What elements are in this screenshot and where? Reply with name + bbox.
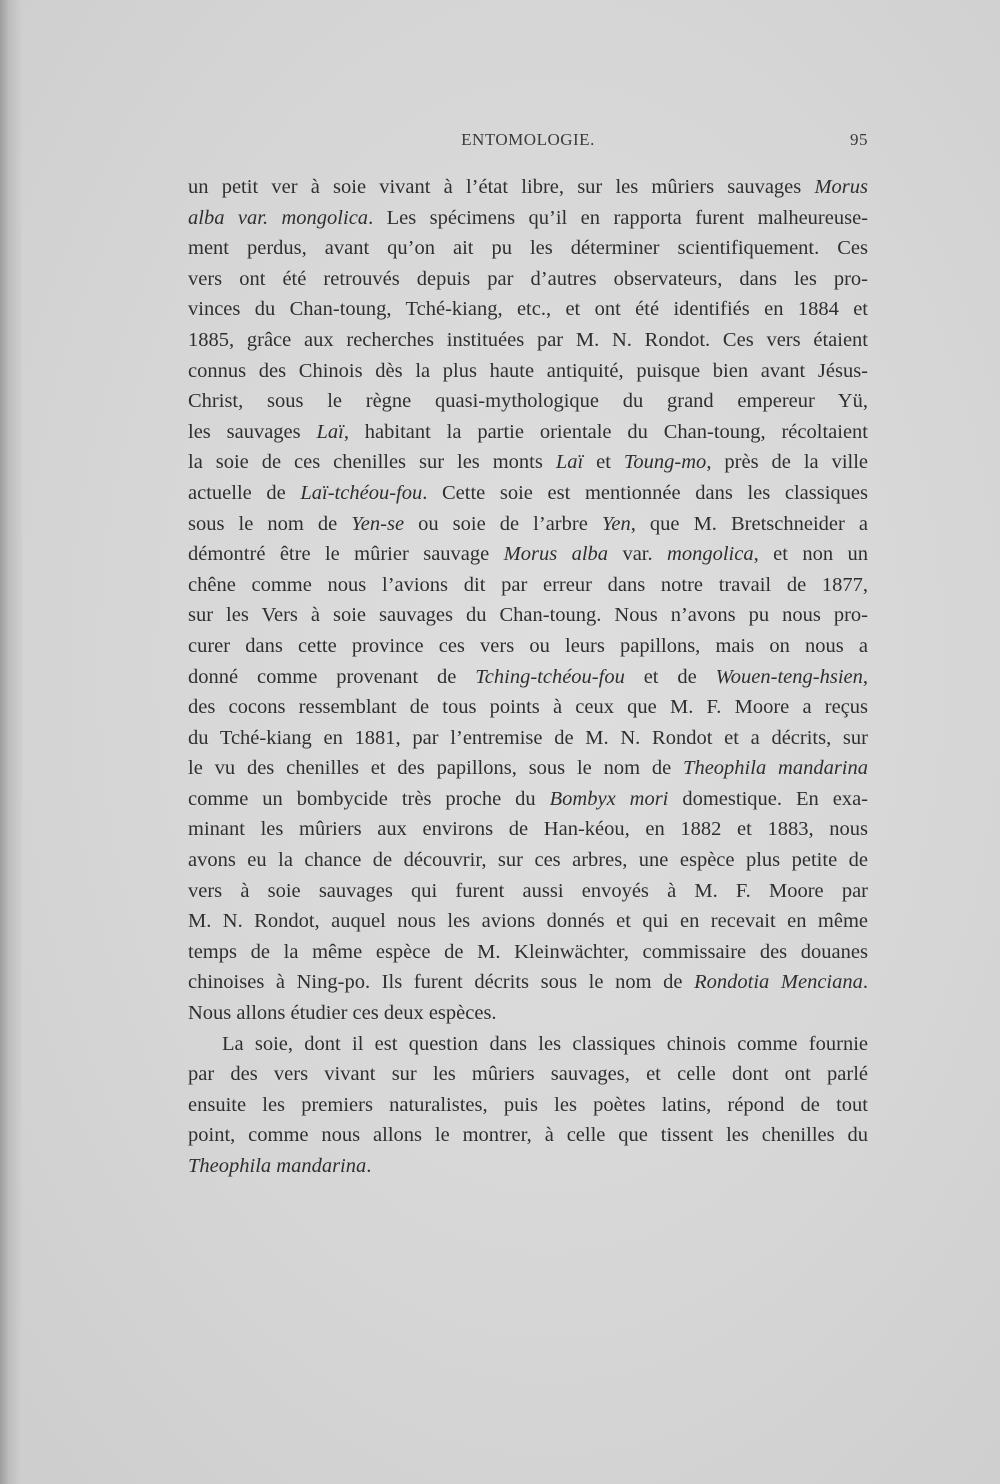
text-line: [188, 325, 868, 356]
text-run: des cocons ressemblant de tous points à ceux que M. F. Moore a reçus: [188, 696, 868, 719]
text-run: démontré être le mûrier sauvage: [188, 543, 504, 566]
text-line: [188, 386, 868, 417]
italic-term: mongolica: [667, 543, 754, 566]
text-run: comme un bombycide très proche du: [188, 787, 550, 810]
text-run: , habitant la partie orientale du Chan-toung, récoltaient: [343, 420, 868, 443]
text-line: [188, 294, 868, 325]
text-run: minant les mûriers aux environs de Han-kéou, en 1882 et 1883, nous: [188, 818, 868, 841]
text-line: [188, 692, 868, 723]
text-run: un petit ver à soie vivant à l’état libre, sur les mûriers sauvages: [188, 176, 815, 198]
italic-term: Theophila mandarina: [188, 1155, 367, 1177]
text-run: , et non un: [753, 543, 868, 566]
text-run: avons eu la chance de découvrir, sur ces arbres, une espèce plus petite de: [188, 849, 868, 872]
text-line: [188, 845, 868, 876]
text-line: [188, 1090, 868, 1121]
text-run: donné comme provenant de: [188, 665, 476, 688]
text-line: [188, 631, 868, 662]
text-line: [188, 662, 868, 693]
paragraph: [188, 172, 868, 1029]
italic-term: Theophila mandarina: [683, 757, 868, 780]
text-run: curer dans cette province ces vers ou leurs papillons, mais on nous a: [188, 634, 868, 657]
text-run: du Tché-kiang en 1881, par l’entremise de M. N. Rondot et a décrits, sur: [188, 726, 868, 749]
text-run: ,: [862, 665, 868, 688]
text-run: sous le nom de: [188, 512, 352, 535]
paragraph: [188, 1029, 868, 1182]
text-line: [188, 172, 868, 203]
text-run: M. N. Rondot, auquel nous les avions donnés et qui en recevait en même: [188, 910, 868, 933]
text-line: [188, 1029, 868, 1060]
italic-term: Laï: [316, 420, 344, 443]
text-line: [188, 356, 868, 387]
text-line: [188, 998, 868, 1029]
italic-term: Wouen-teng-hsien: [715, 665, 863, 688]
text-line: [188, 1151, 868, 1182]
text-run: et de: [624, 665, 716, 688]
text-run: Christ, sous le règne quasi-mythologique du grand empereur Yü,: [188, 390, 868, 413]
italic-term: Toung-mo: [623, 451, 707, 474]
body-text: [188, 172, 868, 1182]
text-run: vinces du Chan-toung, Tché-kiang, etc., et ont été identifiés en 1884 et: [188, 298, 868, 321]
text-run: chêne comme nous l’avions dit par erreur dans notre travail de 1877,: [188, 573, 868, 596]
text-line: [188, 539, 868, 570]
text-run: 1885, grâce aux recherches instituées par M. N. Rondot. Ces vers étaient: [188, 328, 868, 351]
italic-term: Yen-se: [351, 512, 405, 535]
text-run: .: [366, 1155, 372, 1177]
text-run: actuelle de: [188, 481, 301, 504]
text-run: .: [862, 971, 868, 994]
italic-term: Morus alba: [503, 543, 609, 566]
text-run: la soie de ces chenilles sur les monts: [188, 451, 556, 474]
text-run: par des vers vivant sur les mûriers sauvages, et celle dont ont parlé: [188, 1063, 868, 1086]
text-run: sur les Vers à soie sauvages du Chan-toung. Nous n’avons pu nous pro-: [188, 604, 868, 627]
text-line: [188, 1059, 868, 1090]
text-run: chinoises à Ning-po. Ils furent décrits sous le nom de: [188, 971, 695, 994]
text-line: [188, 478, 868, 509]
italic-term: Laï-tchéou-fou: [300, 481, 423, 504]
text-line: [188, 1120, 868, 1151]
text-line: [188, 753, 868, 784]
italic-term: Morus: [814, 176, 868, 198]
italic-term: Laï: [555, 451, 584, 474]
text-line: [188, 876, 868, 907]
italic-term: Bombyx mori: [549, 787, 669, 810]
text-run: Nous allons étudier ces deux espèces.: [188, 1002, 497, 1025]
text-line: [188, 723, 868, 754]
page-number: 95: [850, 130, 868, 149]
text-line: [188, 906, 868, 937]
italic-term: Tching-tchéou-fou: [475, 665, 625, 688]
text-run: , près de la ville: [706, 451, 869, 474]
text-line: [188, 967, 868, 998]
text-line: [188, 447, 868, 478]
text-run: ment perdus, avant qu’on ait pu les déterminer scientifiquement. Ces: [188, 237, 868, 260]
text-run: La soie, dont il est question dans les classiques chinois comme fournie: [222, 1032, 868, 1055]
text-run: temps de la même espèce de M. Kleinwächter, commissaire des douanes: [188, 940, 868, 963]
text-run: point, comme nous allons le montrer, à celle que tissent les chenilles du: [188, 1124, 868, 1147]
text-line: [188, 233, 868, 264]
text-line: [188, 814, 868, 845]
text-line: [188, 264, 868, 295]
text-line: [188, 784, 868, 815]
text-line: [188, 203, 868, 234]
text-line: [188, 509, 868, 540]
text-line: [188, 937, 868, 968]
text-run: le vu des chenilles et des papillons, sous le nom de: [188, 757, 684, 780]
text-line: [188, 600, 868, 631]
italic-term: Rondotia Menciana: [694, 971, 863, 994]
italic-term: alba var. mongolica: [188, 206, 369, 229]
text-run: vers ont été retrouvés depuis par d’autres observateurs, dans les pro-: [188, 267, 868, 290]
text-run: , que M. Bretschneider a: [630, 512, 868, 535]
text-run: vers à soie sauvages qui furent aussi envoyés à M. F. Moore par: [188, 879, 868, 902]
text-run: domestique. En exa-: [668, 787, 868, 810]
italic-term: Yen: [601, 512, 631, 535]
text-line: [188, 570, 868, 601]
running-head-title: ENTOMOLOGIE.: [461, 130, 595, 149]
text-run: ensuite les premiers naturalistes, puis les poètes latins, répond de tout: [188, 1093, 868, 1116]
text-run: ou soie de l’arbre: [404, 512, 602, 535]
text-line: [188, 417, 868, 448]
text-run: et: [583, 451, 624, 474]
text-run: connus des Chinois dès la plus haute antiquité, puisque bien avant Jésus-: [188, 359, 868, 382]
text-run: . Cette soie est mentionnée dans les classiques: [422, 481, 868, 504]
page-binding-edge: [0, 0, 22, 1484]
running-head: [188, 130, 868, 154]
text-run: les sauvages: [188, 420, 317, 443]
text-run: var.: [608, 543, 668, 566]
text-run: . Les spécimens qu’il en rapporta furent malheureuse-: [368, 206, 868, 229]
